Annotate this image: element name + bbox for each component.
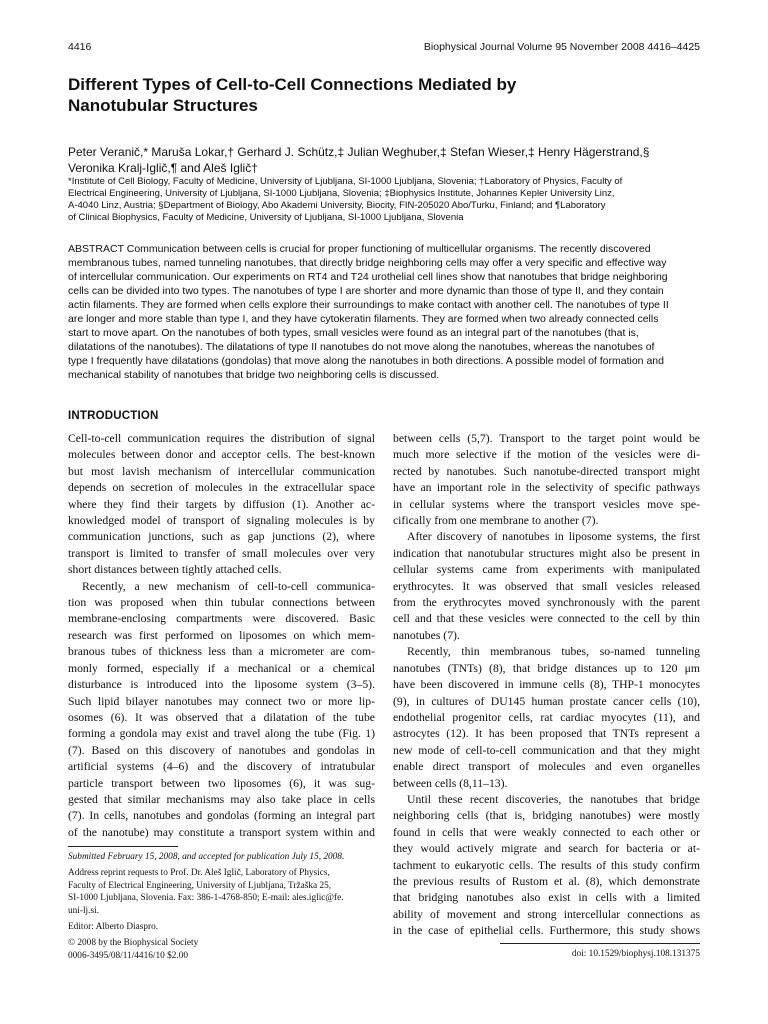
affiliation-line: Electrical Engineering, University of Ljubljana, SI-1000 Ljubljana, Slovenia; ‡Biophysics Institute, Johannes Kepler University Linz, <box>68 188 615 199</box>
footnote-divider <box>68 846 178 847</box>
body-line: disturbance is introduced into the liposome system (3–5). <box>68 678 375 692</box>
abstract-line: type I frequently have dilatations (gondolas) that move along the nanotubes in both directions. A possible model of formation and <box>68 355 664 367</box>
copyright-line: © 2008 by the Biophysical Society <box>68 938 199 949</box>
body-line: Such lipid bilayer nanotubes may connect two or more lip- <box>68 694 375 708</box>
abstract-line: start to move apart. On the nanotubes of both types, small vesicles were found as an integral part of the nanotubes (that is, <box>68 327 639 339</box>
footnotes <box>68 851 375 962</box>
body-line: between cells (8,11–13). <box>393 776 508 790</box>
body-line: monly formed, especially if a mechanical or a chemical <box>68 661 375 675</box>
body-line: Cell-to-cell communication requires the distribution of signal <box>68 432 375 445</box>
body-line: much more selective if the motion of the vesicles were di- <box>393 448 700 462</box>
body-line: (9), in cultures of DU145 human prostate cancer cells (10), <box>393 694 700 708</box>
affiliations <box>68 176 700 224</box>
title-line: Different Types of Cell-to-Cell Connections Mediated by <box>68 75 517 94</box>
affiliation-line: A-4040 Linz, Austria; §Department of Biology, Abo Akademi University, Biocity, FIN-205020 Abo/Turku, Finland; and ¶Laboratory <box>68 200 606 211</box>
left-column <box>68 431 375 841</box>
body-line: communication junctions, such as gap junctions (2), where <box>68 530 375 544</box>
body-line: the previous results of Rustom et al. (8), which demonstrate <box>393 874 700 888</box>
address-line: Faculty of Electrical Engineering, University of Ljubljana, Tržaška 25, <box>68 880 332 891</box>
body-line: between cells (5,7). Transport to the target point would be <box>393 432 700 445</box>
right-column <box>393 431 700 940</box>
body-line: new mode of cell-to-cell communication and that they might <box>393 743 700 757</box>
body-line: in cellular systems where the transport vesicles move spe- <box>393 497 700 511</box>
submission-note: Submitted February 15, 2008, and accepted for publication July 15, 2008. <box>68 852 345 862</box>
affiliation-line: of Clinical Biophysics, Faculty of Medicine, University of Ljubljana, SI-1000 Ljubljana, Slovenia <box>68 212 464 223</box>
body-line: Until these recent discoveries, the nanotubes that bridge <box>407 792 700 806</box>
body-line: nanotubes (TNTs) (8), that bridge distances up to 120 μm <box>393 661 700 675</box>
body-line: particle transport between two liposomes (6), it was sug- <box>68 776 375 790</box>
section-heading: INTRODUCTION <box>68 410 159 422</box>
abstract-line: ABSTRACT Communication between cells is crucial for proper functioning of multicellular organisms. The recently discovered <box>68 243 651 255</box>
body-line: indication that nanotubular structures might also be present in <box>393 546 700 560</box>
abstract-line: dilatations of the nanotubes). The dilatations of type II nanotubes do not move along the nanotubes, whereas the nanotubes of <box>68 341 655 353</box>
body-line: After discovery of nanotubes in liposome systems, the first <box>407 530 700 544</box>
body-line: but most lavish mechanism of intercellular communication <box>68 464 375 478</box>
body-line: membrane-enclosing compartments were discovered. Basic <box>68 612 375 626</box>
body-line: that bridging nanotubes also exist in cells with a limited <box>393 891 700 905</box>
body-line: (7). Based on this discovery of nanotubes and gondolas in <box>68 743 375 757</box>
body-line: endothelial progenitor cells, rat cardiac myocytes (11), and <box>393 710 700 724</box>
body-line: transport is limited to transfer of small molecules over very <box>68 546 375 560</box>
body-line: they would actively migrate and search for bacteria or at- <box>393 842 700 856</box>
body-line: depends on secretion of molecules in the extracellular space <box>68 481 375 495</box>
body-line: of the nanotube) may constitute a transport system within and <box>68 825 375 839</box>
body-line: cifically from one membrane to another (7). <box>393 514 599 528</box>
issn-line: 0006-3495/08/11/4416/10 $2.00 <box>68 950 188 961</box>
address-line: SI-1000 Ljubljana, Slovenia. Fax: 386-1-4768-850; E-mail: ales.iglic@fe. <box>68 893 344 904</box>
title-line: Nanotubular Structures <box>68 96 258 115</box>
body-line: forming a gondola may exist and travel along the tube (Fig. 1) <box>68 727 375 741</box>
body-line: found in cells that were weakly connected to each other or <box>393 825 700 839</box>
abstract-line: cells can be divided into two types. The nanotubes of type I are shorter and more dynamic than those of type II, and they contain <box>68 285 664 297</box>
body-line: neighboring cells (that is, bridging nanotubes) were mostly <box>393 809 700 823</box>
body-line: molecules between donor and acceptor cells. The best-known <box>68 448 375 462</box>
body-line: cell and that these vesicles were connected to the cell by thin <box>393 612 700 626</box>
body-line: rected by nanotubes. Such nanotube-directed transport might <box>393 464 700 478</box>
body-line: tion was proposed when thin tubular connections between <box>68 596 375 610</box>
abstract-line: mechanical stability of nanotubes that bridge two neighboring cells is discussed. <box>68 369 440 381</box>
journal-citation: Biophysical Journal Volume 95 November 2008 4416–4425 <box>423 41 700 53</box>
body-line: where they find their targets by diffusion (1). Another ac- <box>68 497 375 511</box>
editor-note: Editor: Alberto Diaspro. <box>68 922 159 933</box>
body-line: artificial systems (4–6) and the discovery of intratubular <box>68 760 375 774</box>
body-line: astrocytes (12). It has been proposed that TNTs represent a <box>393 727 700 741</box>
doi-divider <box>500 943 700 944</box>
page-number: 4416 <box>68 41 92 53</box>
abstract-line: membranous tubes, named tunneling nanotubes, that directly bridge neighboring cells may offer a very specific and effective way <box>68 257 667 269</box>
author-line: Peter Veranič,* Maruša Lokar,† Gerhard J. Schütz,‡ Julian Weghuber,‡ Stefan Wieser,‡ Henry Hägerstrand,§ <box>68 145 650 159</box>
affiliation-line: *Institute of Cell Biology, Faculty of Medicine, University of Ljubljana, SI-1000 Ljubljana, Slovenia; †Laboratory of Physics, Faculty of <box>68 176 623 187</box>
abstract <box>68 242 700 382</box>
doi-link[interactable]: doi: 10.1529/biophysj.108.131375 <box>571 949 700 959</box>
body-line: ability of movement and strong intercellular connections as <box>393 907 700 921</box>
body-line: enable direct transport of molecules and even organelles <box>393 760 700 774</box>
body-line: osomes (6). It was observed that a dilatation of the tube <box>68 710 375 724</box>
body-line: gested that similar mechanisms may also take place in cells <box>68 792 375 806</box>
body-line: Recently, a new mechanism of cell-to-cell communica- <box>82 579 375 593</box>
body-line: cellular systems came from experiments with manipulated <box>393 563 700 577</box>
body-line: in the case of epithelial cells. Furthermore, this study shows <box>393 924 700 938</box>
address-line: uni-lj.si. <box>68 905 99 916</box>
body-line: knowledged model of transport of signaling molecules is by <box>68 514 375 528</box>
abstract-line: actin filaments. They are formed when cells explore their surroundings to make contact with another cell. The nanotubes of type II <box>68 299 669 311</box>
body-line: short distances between tightly attached cells. <box>68 563 282 577</box>
abstract-line: of intercellular communication. Our experiments on RT4 and T24 urothelial cell lines show that nanotubes that bridge neighboring <box>68 271 668 283</box>
body-line: Recently, thin membranous tubes, so-named tunneling <box>407 645 700 659</box>
body-line: from the erythrocytes moved synchronously with the parent <box>393 596 700 610</box>
body-line: have been discovered in immune cells (8), THP-1 monocytes <box>393 678 700 692</box>
body-line: (7). In cells, nanotubes and gondolas (forming an integral part <box>68 809 375 823</box>
author-list <box>68 144 700 176</box>
author-line: Veronika Kralj-Iglič,¶ and Aleš Iglič† <box>68 161 258 175</box>
running-header <box>68 41 700 57</box>
body-line: branous tubes of thickness less than a micrometer are com- <box>68 645 375 659</box>
address-line: Address reprint requests to Prof. Dr. Aleš Iglič, Laboratory of Physics, <box>68 868 330 879</box>
body-line: have an important role in the selectivity of specific pathways <box>393 481 700 495</box>
abstract-line: are longer and more stable than type I, and they have cytokeratin filaments. They are formed when two already connected cells <box>68 313 659 325</box>
body-line: nanotubes (7). <box>393 628 460 642</box>
body-line: erythrocytes. It was observed that small vesicles released <box>393 579 700 593</box>
body-line: tachment to eukaryotic cells. The results of this study confirm <box>393 858 700 872</box>
body-line: research was first performed on liposomes on which mem- <box>68 628 375 642</box>
article-title <box>68 74 700 116</box>
